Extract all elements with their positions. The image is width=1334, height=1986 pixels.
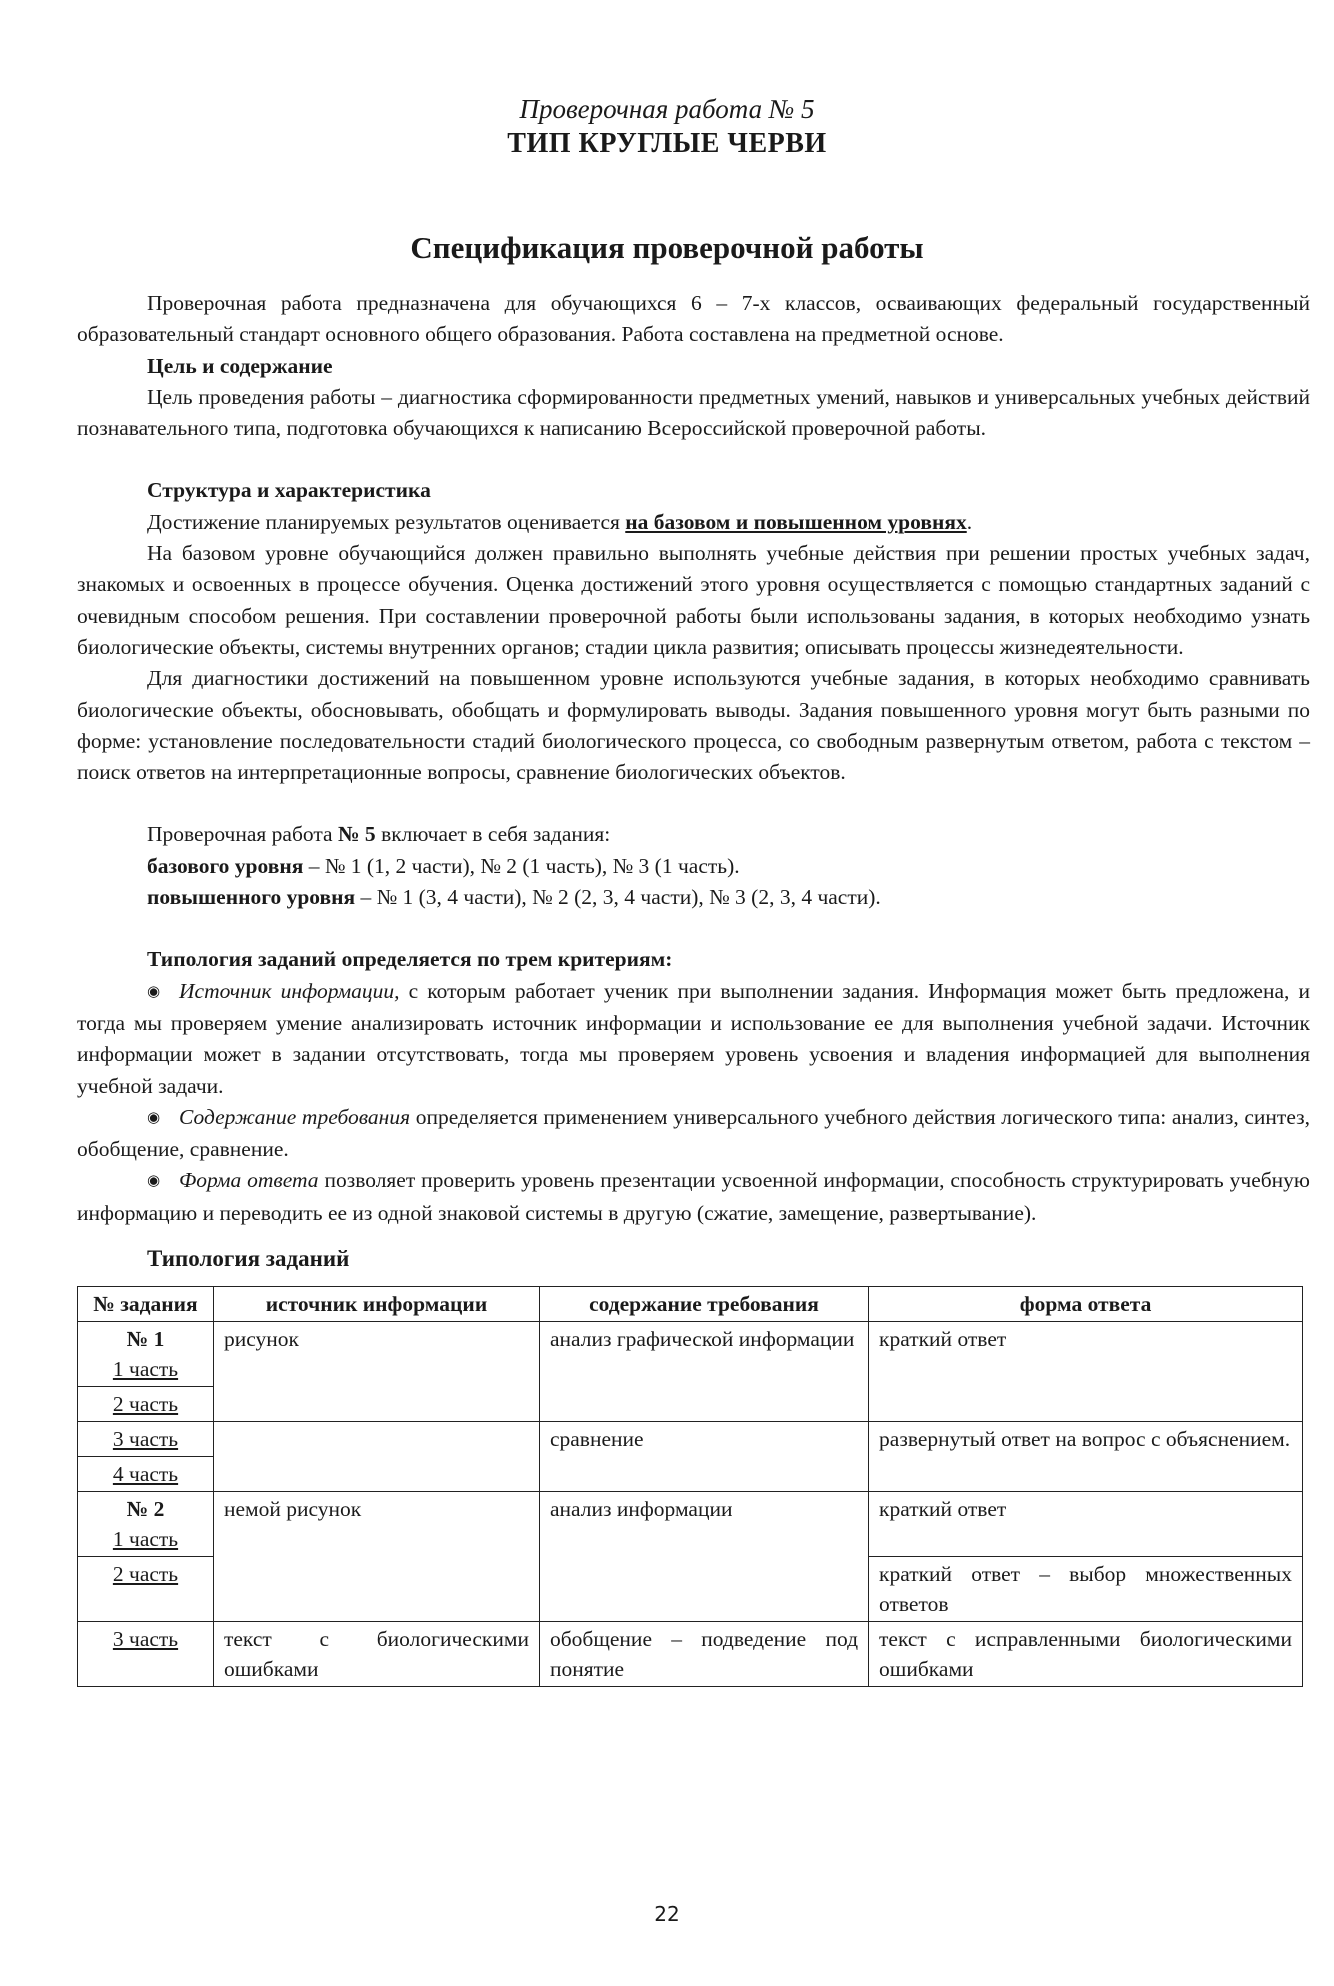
bullet-source-text: с которым работает ученик при выполнении задания. Информация может быть предложена, и тогда мы проверяем умение анализировать источник информации и использование ее для выполнения учебной задачи. Источник информации может в задании отсутствовать, тогда мы проверяем уровень усвоения и владения информацией для выполнения учебной задачи.: [77, 978, 1310, 1098]
structure-heading: Структура и характеристика: [147, 478, 431, 503]
includes-line: [77, 819, 1310, 850]
bullet-content-text: определяется применением универсального учебного действия логического типа: анализ, синтез, обобщение, сравнение.: [77, 1104, 1310, 1162]
work-title: ТИП КРУГЛЫЕ ЧЕРВИ: [507, 128, 827, 159]
typology-table: [77, 1286, 1303, 1687]
part-label: 2 часть: [112, 1392, 179, 1417]
table-title: Типология заданий: [147, 1246, 350, 1272]
content-cell: анализ графической информации: [539, 1322, 868, 1422]
task-number: № 1: [126, 1327, 165, 1352]
task-number-cell: [78, 1492, 214, 1557]
advanced-tasks-line: [77, 882, 1310, 913]
bullet-content: [77, 1102, 1310, 1166]
spec-heading: Спецификация проверочной работы: [410, 230, 924, 265]
part-label: 3 часть: [112, 1627, 179, 1652]
page-number: 22: [654, 1902, 680, 1926]
intro-paragraph: Проверочная работа предназначена для обучающихся 6 – 7-х классов, осваивающих федеральный государственный образовательный стандарт основного общего образования. Работа составлена на предметной основе.: [77, 291, 1310, 347]
form-cell: краткий ответ: [869, 1322, 1303, 1422]
part-label: 1 часть: [112, 1357, 179, 1382]
document-body: [77, 288, 1310, 1687]
bullet-form: [77, 1165, 1310, 1229]
bullet-source-term: Источник информации,: [179, 978, 400, 1003]
bullet-icon: ◉: [147, 983, 161, 1000]
task-number-cell: [78, 1387, 214, 1422]
task-number-cell: [78, 1457, 214, 1492]
content-cell: сравнение: [539, 1422, 868, 1492]
source-cell: рисунок: [213, 1322, 539, 1422]
structure-lead-text: Достижение планируемых результатов оценивается: [147, 509, 620, 534]
typology-heading: Типология заданий определяется по трем критериям:: [147, 947, 673, 972]
form-cell: краткий ответ – выбор множественных ответов: [869, 1557, 1303, 1622]
part-label: 1 часть: [112, 1527, 179, 1552]
basic-level-paragraph: На базовом уровне обучающийся должен правильно выполнять учебные действия при решении простых учебных задач, знакомых и освоенных в процессе обучения. Оценка достижений этого уровня осуществляется с помощью стандартных заданий с очевидным способом решения. При составлении проверочной работы были использованы задания, в которых необходимо узнать биологические объекты, системы внутренних органов; стадии цикла развития; описывать процессы жизнедеятельности.: [77, 541, 1310, 659]
structure-lead: Достижение планируемых результатов оценивается на базовом и повышенном уровнях.: [147, 509, 973, 534]
task-number-cell: [78, 1557, 214, 1622]
header-content: содержание требования: [539, 1287, 868, 1322]
goal-heading: Цель и содержание: [147, 353, 333, 378]
structure-lead-emphasis: на базовом и повышенном уровнях: [625, 509, 967, 534]
table-row: [78, 1422, 1303, 1457]
part-label: 2 часть: [112, 1562, 179, 1587]
header-form: форма ответа: [869, 1287, 1303, 1322]
bullet-source: [77, 976, 1310, 1102]
header-source: источник информации: [213, 1287, 539, 1322]
work-number: Проверочная работа № 5: [519, 94, 815, 124]
advanced-level-paragraph: Для диагностики достижений на повышенном уровне используются учебные задания, в которых необходимо сравнивать биологические объекты, обосновывать, обобщать и формулировать выводы. Задания повышенного уровня могут быть разными по форме: установление последовательности стадий биологического процесса, со свободным развернутым ответом, работа с текстом – поиск ответов на интерпретационные вопросы, сравнение биологических объектов.: [77, 666, 1310, 785]
task-number-cell: [78, 1422, 214, 1457]
basic-label: базового уровня: [147, 853, 304, 878]
task-number-cell: [78, 1622, 214, 1687]
task-number: № 2: [126, 1497, 165, 1522]
task-number-cell: [78, 1322, 214, 1387]
form-cell: развернутый ответ на вопрос с объяснением.: [869, 1422, 1303, 1492]
bullet-form-term: Форма ответа: [179, 1168, 319, 1193]
bullet-icon: ◉: [147, 1173, 161, 1190]
form-cell: текст с исправленными биологическими ошибками: [869, 1622, 1303, 1687]
table-row: [78, 1622, 1303, 1687]
advanced-label: повышенного уровня: [147, 885, 356, 910]
basic-tasks-line: [77, 851, 1310, 882]
includes-text-a: Проверочная работа: [147, 822, 333, 847]
form-cell: краткий ответ: [869, 1492, 1303, 1557]
table-row: [78, 1492, 1303, 1557]
source-cell: текст с биологическими ошибками: [213, 1622, 539, 1687]
advanced-tasks: – № 1 (3, 4 части), № 2 (2, 3, 4 части), № 3 (2, 3, 4 части).: [360, 885, 881, 910]
includes-text-c: включает в себя задания:: [381, 822, 611, 847]
source-cell: [213, 1422, 539, 1492]
bullet-icon: ◉: [147, 1109, 161, 1126]
table-row: [78, 1322, 1303, 1387]
bullet-form-text: позволяет проверить уровень презентации усвоенной информации, способность структурировать учебную информацию и переводить ее из одной знаковой системы в другую (сжатие, замещение, развертывание).: [77, 1168, 1310, 1225]
part-label: 4 часть: [112, 1462, 179, 1487]
content-cell: обобщение – подведение под понятие: [539, 1622, 868, 1687]
header-task-number: № задания: [78, 1287, 214, 1322]
includes-work-number: № 5: [337, 822, 376, 847]
basic-tasks: – № 1 (1, 2 части), № 2 (1 часть), № 3 (1 часть).: [308, 853, 740, 878]
part-label: 3 часть: [112, 1427, 179, 1452]
table-header-row: [78, 1287, 1303, 1322]
content-cell: анализ информации: [539, 1492, 868, 1622]
goal-paragraph: Цель проведения работы – диагностика сформированности предметных умений, навыков и универсальных учебных действий познавательного типа, подготовка обучающихся к написанию Всероссийской проверочной работы.: [77, 384, 1310, 441]
source-cell: немой рисунок: [213, 1492, 539, 1622]
bullet-content-term: Содержание требования: [179, 1104, 411, 1129]
